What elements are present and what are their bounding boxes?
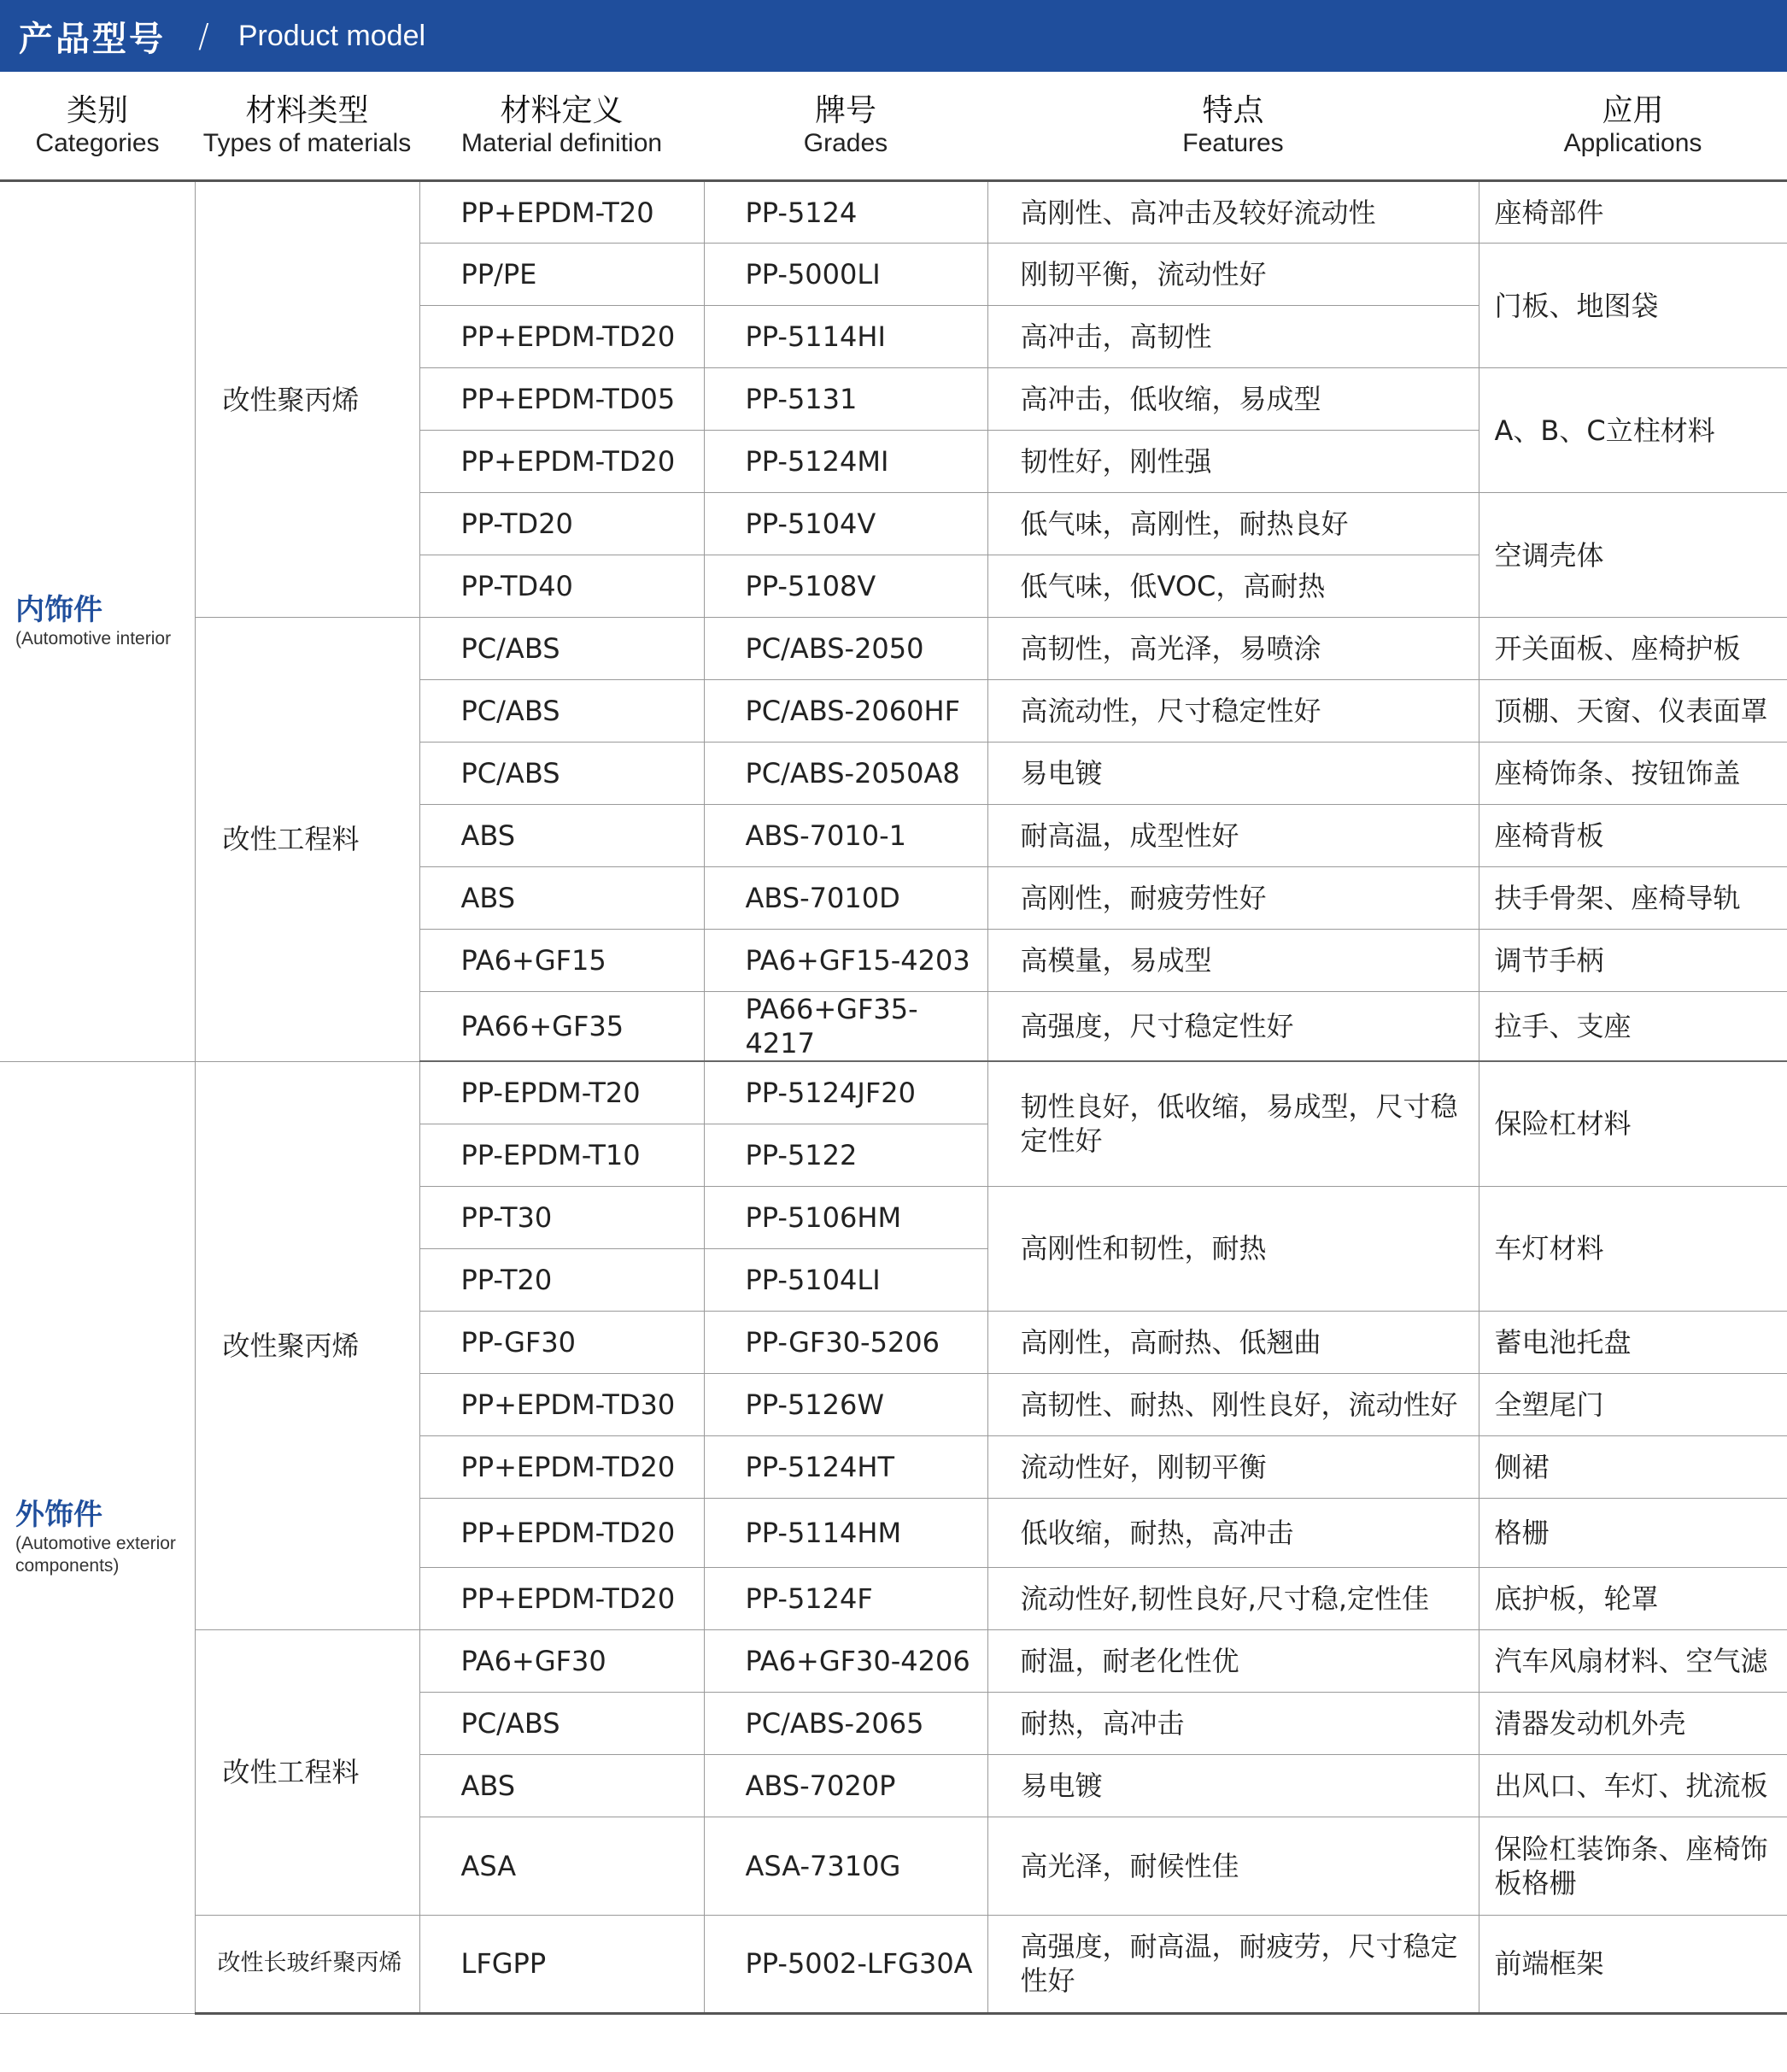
feature-cell: 韧性良好，低收缩，易成型，尺寸稳定性好 (987, 1061, 1479, 1186)
grade-cell: ABS-7010D (704, 867, 987, 930)
application-cell: 全塑尾门 (1479, 1373, 1787, 1435)
feature-cell: 流动性好,韧性良好,尺寸稳,定性佳 (987, 1567, 1479, 1629)
definition-cell: LFGPP (419, 1915, 704, 2013)
definition-cell: ABS (419, 867, 704, 930)
application-cell: A、B、C立柱材料 (1479, 368, 1787, 493)
feature-cell: 高光泽，耐候性佳 (987, 1817, 1479, 1915)
feature-cell: 高强度，尺寸稳定性好 (987, 992, 1479, 1062)
definition-cell: ABS (419, 1754, 704, 1817)
definition-cell: PP+EPDM-TD20 (419, 1435, 704, 1498)
feature-cell: 易电镀 (987, 1754, 1479, 1817)
definition-cell: PP+EPDM-TD20 (419, 1498, 704, 1567)
feature-cell: 耐温，耐老化性优 (987, 1629, 1479, 1692)
header-categories: 类别 Categories (0, 73, 195, 181)
type-cell: 改性聚丙烯 (195, 1061, 419, 1629)
application-cell: 汽车风扇材料、空气滤 (1479, 1629, 1787, 1692)
product-table (0, 73, 1787, 2015)
application-cell: 座椅部件 (1479, 181, 1787, 244)
grade-cell: PP-5104LI (704, 1248, 987, 1311)
definition-cell: PP-EPDM-T20 (419, 1061, 704, 1124)
definition-cell: PC/ABS (419, 618, 704, 680)
type-cell: 改性工程料 (195, 1629, 419, 1915)
application-cell: 空调壳体 (1479, 493, 1787, 618)
application-cell: 出风口、车灯、扰流板 (1479, 1754, 1787, 1817)
definition-cell: ASA (419, 1817, 704, 1915)
type-cell: 改性聚丙烯 (195, 181, 419, 618)
application-cell: 底护板，轮罩 (1479, 1567, 1787, 1629)
application-cell: 保险杠装饰条、座椅饰板格栅 (1479, 1817, 1787, 1915)
definition-cell: PC/ABS (419, 1692, 704, 1754)
grade-cell: PP-5108V (704, 555, 987, 618)
grade-cell: PP-5131 (704, 368, 987, 431)
feature-cell: 高强度，耐高温，耐疲劳，尺寸稳定性好 (987, 1915, 1479, 2013)
definition-cell: PP-TD20 (419, 493, 704, 555)
grade-cell: PC/ABS-2065 (704, 1692, 987, 1754)
application-cell: 清器发动机外壳 (1479, 1692, 1787, 1754)
application-cell: 门板、地图袋 (1479, 244, 1787, 368)
category-interior: 内饰件 (Automotive interior (0, 181, 195, 1062)
grade-cell: PP-5124JF20 (704, 1061, 987, 1124)
table-row (0, 618, 1787, 680)
application-cell: 车灯材料 (1479, 1186, 1787, 1311)
feature-cell: 高刚性，高耐热、低翘曲 (987, 1311, 1479, 1373)
banner-title-zh: 产品型号 (19, 19, 166, 59)
header-grades: 牌号 Grades (704, 73, 987, 181)
table-row (0, 1915, 1787, 2013)
header-applications: 应用 Applications (1479, 73, 1787, 181)
grade-cell: PP-5114HI (704, 306, 987, 368)
definition-cell: PP-T20 (419, 1248, 704, 1311)
application-cell: 座椅背板 (1479, 805, 1787, 867)
feature-cell: 高流动性，尺寸稳定性好 (987, 680, 1479, 743)
definition-cell: PC/ABS (419, 680, 704, 743)
grade-cell: ABS-7010-1 (704, 805, 987, 867)
grade-cell: PP-5114HM (704, 1498, 987, 1567)
application-cell: 蓄电池托盘 (1479, 1311, 1787, 1373)
grade-cell: PP-5122 (704, 1124, 987, 1186)
application-cell: 座椅饰条、按钮饰盖 (1479, 743, 1787, 805)
feature-cell: 高冲击，低收缩，易成型 (987, 368, 1479, 431)
definition-cell: PP-TD40 (419, 555, 704, 618)
feature-cell: 韧性好，刚性强 (987, 431, 1479, 493)
grade-cell: PP-5104V (704, 493, 987, 555)
table-row (0, 181, 1787, 244)
definition-cell: PP+EPDM-TD05 (419, 368, 704, 431)
grade-cell: PP-5106HM (704, 1186, 987, 1248)
definition-cell: PA66+GF35 (419, 992, 704, 1062)
application-cell: 调节手柄 (1479, 930, 1787, 992)
grade-cell: PC/ABS-2050 (704, 618, 987, 680)
grade-cell: ABS-7020P (704, 1754, 987, 1817)
application-cell: 顶棚、天窗、仪表面罩 (1479, 680, 1787, 743)
definition-cell: PP+EPDM-TD20 (419, 1567, 704, 1629)
feature-cell: 易电镀 (987, 743, 1479, 805)
feature-cell: 高冲击，高韧性 (987, 306, 1479, 368)
table-row (0, 1061, 1787, 1124)
feature-cell: 流动性好，刚韧平衡 (987, 1435, 1479, 1498)
header-definition: 材料定义 Material definition (419, 73, 704, 181)
header-features: 特点 Features (987, 73, 1479, 181)
type-cell: 改性工程料 (195, 618, 419, 1062)
grade-cell: PP-5124F (704, 1567, 987, 1629)
table-header-row (0, 73, 1787, 181)
definition-cell: PP+EPDM-TD20 (419, 431, 704, 493)
header-banner (0, 0, 1787, 72)
header-types: 材料类型 Types of materials (195, 73, 419, 181)
definition-cell: PA6+GF30 (419, 1629, 704, 1692)
feature-cell: 高刚性和韧性，耐热 (987, 1186, 1479, 1311)
feature-cell: 刚韧平衡，流动性好 (987, 244, 1479, 306)
grade-cell: PP-5124HT (704, 1435, 987, 1498)
feature-cell: 低收缩，耐热，高冲击 (987, 1498, 1479, 1567)
application-cell: 保险杠材料 (1479, 1061, 1787, 1186)
grade-cell: PP-5124 (704, 181, 987, 244)
application-cell: 侧裙 (1479, 1435, 1787, 1498)
definition-cell: PP+EPDM-TD30 (419, 1373, 704, 1435)
definition-cell: PP+EPDM-T20 (419, 181, 704, 244)
definition-cell: PP+EPDM-TD20 (419, 306, 704, 368)
grade-cell: PC/ABS-2050A8 (704, 743, 987, 805)
definition-cell: ABS (419, 805, 704, 867)
feature-cell: 高韧性、耐热、刚性良好，流动性好 (987, 1373, 1479, 1435)
grade-cell: PP-GF30-5206 (704, 1311, 987, 1373)
grade-cell: PA66+GF35-4217 (704, 992, 987, 1062)
grade-cell: PA6+GF15-4203 (704, 930, 987, 992)
application-cell: 拉手、支座 (1479, 992, 1787, 1062)
feature-cell: 低气味，低VOC，高耐热 (987, 555, 1479, 618)
grade-cell: PP-5002-LFG30A (704, 1915, 987, 2013)
feature-cell: 高刚性，耐疲劳性好 (987, 867, 1479, 930)
application-cell: 前端框架 (1479, 1915, 1787, 2013)
grade-cell: PP-5000LI (704, 244, 987, 306)
definition-cell: PP-T30 (419, 1186, 704, 1248)
banner-title-en: Product model (237, 19, 426, 52)
application-cell: 格栅 (1479, 1498, 1787, 1567)
grade-cell: PA6+GF30-4206 (704, 1629, 987, 1692)
feature-cell: 高刚性、高冲击及较好流动性 (987, 181, 1479, 244)
category-exterior: 外饰件 (Automotive exterior components) (0, 1061, 195, 2013)
feature-cell: 高韧性，高光泽，易喷涂 (987, 618, 1479, 680)
feature-cell: 耐热，高冲击 (987, 1692, 1479, 1754)
feature-cell: 低气味，高刚性，耐热良好 (987, 493, 1479, 555)
application-cell: 扶手骨架、座椅导轨 (1479, 867, 1787, 930)
banner-separator: / (198, 17, 209, 55)
grade-cell: PC/ABS-2060HF (704, 680, 987, 743)
feature-cell: 耐高温，成型性好 (987, 805, 1479, 867)
feature-cell: 高模量，易成型 (987, 930, 1479, 992)
grade-cell: ASA-7310G (704, 1817, 987, 1915)
definition-cell: PP-GF30 (419, 1311, 704, 1373)
type-cell: 改性长玻纤聚丙烯 (195, 1915, 419, 2013)
definition-cell: PA6+GF15 (419, 930, 704, 992)
grade-cell: PP-5126W (704, 1373, 987, 1435)
definition-cell: PP/PE (419, 244, 704, 306)
definition-cell: PP-EPDM-T10 (419, 1124, 704, 1186)
table-row (0, 1629, 1787, 1692)
definition-cell: PC/ABS (419, 743, 704, 805)
application-cell: 开关面板、座椅护板 (1479, 618, 1787, 680)
grade-cell: PP-5124MI (704, 431, 987, 493)
